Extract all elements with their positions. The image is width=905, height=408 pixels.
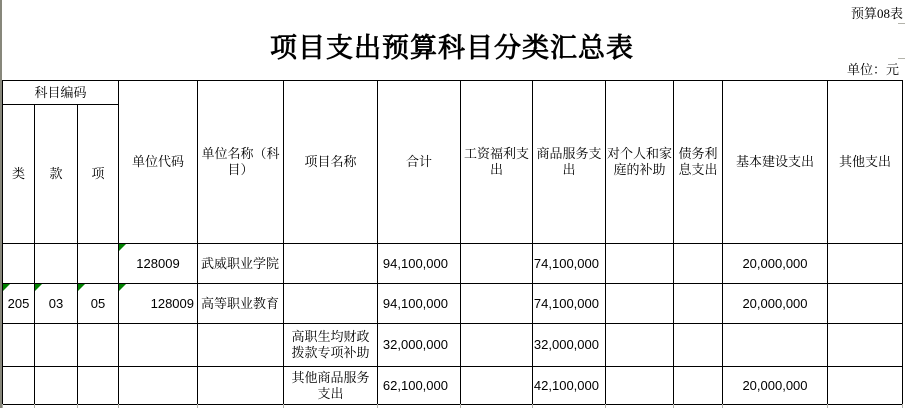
header-subject-code-group[interactable]: 科目编码: [3, 81, 119, 105]
cell-r3c10[interactable]: [606, 324, 674, 367]
gridline-stub-right: [898, 58, 905, 59]
cell-r2c3[interactable]: [78, 284, 119, 324]
cell-r4c9[interactable]: [533, 367, 606, 405]
cell-value: 其他商品服务支出: [291, 369, 370, 401]
header-total[interactable]: 合计: [378, 81, 461, 244]
cell-r4c10[interactable]: [606, 367, 674, 405]
unit-label: 单位：元: [846, 62, 899, 77]
cell-r2c9[interactable]: [533, 284, 606, 324]
gridline-stub-right: [898, 23, 905, 24]
cell-value: 20,000,000: [742, 255, 808, 271]
cell-value: 205: [7, 295, 30, 311]
sheet-number-label: 预算08表: [850, 6, 903, 21]
cell-r2c7[interactable]: [378, 284, 461, 324]
gridline-stub-bottom: [77, 404, 78, 408]
cell-value: 05: [90, 295, 106, 311]
cell-r2c8[interactable]: [461, 284, 533, 324]
header-debt-interest[interactable]: 债务利息支出: [674, 81, 723, 244]
header-project-name[interactable]: 项目名称: [284, 81, 378, 244]
cell-r1c11[interactable]: [674, 244, 723, 284]
cell-r3c11[interactable]: [674, 324, 723, 367]
cell-r4c3[interactable]: [78, 367, 119, 405]
cell-r4c11[interactable]: [674, 367, 723, 405]
header-salary-welfare[interactable]: 工资福利支出: [461, 81, 533, 244]
gridline-stub-bottom: [377, 404, 378, 408]
cell-r1c1[interactable]: [3, 244, 35, 284]
text-format-flag-icon: [119, 284, 126, 291]
cell-value: 20,000,000: [742, 295, 808, 311]
text-format-flag-icon: [119, 244, 126, 251]
gridline-stub-bottom: [673, 404, 674, 408]
cell-r2c12[interactable]: [723, 284, 828, 324]
cell-r4c6[interactable]: [284, 367, 378, 405]
cell-r3c12[interactable]: [723, 324, 828, 367]
cell-r2c13[interactable]: [828, 284, 903, 324]
header-capital-construction[interactable]: 基本建设支出: [723, 81, 828, 244]
cell-r2c10[interactable]: [606, 284, 674, 324]
gridline-stub-bottom: [722, 404, 723, 408]
gridline-stub-bottom: [902, 404, 903, 408]
cell-r3c2[interactable]: [35, 324, 78, 367]
header-goods-services[interactable]: 商品服务支出: [533, 81, 606, 244]
header-other-expense[interactable]: 其他支出: [828, 81, 903, 244]
cell-value: 74,100,000: [533, 255, 599, 271]
cell-r1c12[interactable]: [723, 244, 828, 284]
gridline-stub-bottom: [605, 404, 606, 408]
cell-r1c9[interactable]: [533, 244, 606, 284]
cell-value: 42,100,000: [533, 377, 599, 393]
text-format-flag-icon: [3, 284, 10, 291]
cell-r4c2[interactable]: [35, 367, 78, 405]
cell-r3c6[interactable]: [284, 324, 378, 367]
cell-value: 高等职业教育: [201, 295, 280, 311]
cell-r3c1[interactable]: [3, 324, 35, 367]
cell-r3c5[interactable]: [198, 324, 284, 367]
cell-value: 03: [48, 295, 64, 311]
text-format-flag-icon: [78, 284, 85, 291]
gridline-stub-bottom: [2, 404, 3, 408]
text-format-flag-icon: [35, 284, 42, 291]
cell-r4c12[interactable]: [723, 367, 828, 405]
gridline-stub-bottom: [118, 404, 119, 408]
cell-r3c4[interactable]: [119, 324, 198, 367]
gridline-stub-bottom: [34, 404, 35, 408]
cell-r1c4[interactable]: [119, 244, 198, 284]
header-personal-family-subsidy[interactable]: 对个人和家庭的补助: [606, 81, 674, 244]
cell-value: 20,000,000: [742, 377, 808, 393]
cell-r1c10[interactable]: [606, 244, 674, 284]
cell-r3c13[interactable]: [828, 324, 903, 367]
cell-r3c8[interactable]: [461, 324, 533, 367]
cell-r2c2[interactable]: [35, 284, 78, 324]
cell-r4c1[interactable]: [3, 367, 35, 405]
cell-r4c8[interactable]: [461, 367, 533, 405]
cell-value: 94,100,000: [382, 255, 448, 271]
cell-value: 高职生均财政拨款专项补助: [291, 329, 370, 360]
cell-value: 62,100,000: [382, 377, 448, 393]
header-clause[interactable]: 款: [35, 105, 78, 244]
cell-r3c7[interactable]: [378, 324, 461, 367]
gridline-stub-bottom: [532, 404, 533, 408]
cell-r2c4[interactable]: [119, 284, 198, 324]
header-category[interactable]: 类: [3, 105, 35, 244]
cell-r1c3[interactable]: [78, 244, 119, 284]
cell-r3c9[interactable]: [533, 324, 606, 367]
cell-r1c13[interactable]: [828, 244, 903, 284]
cell-value: 128009: [136, 255, 180, 271]
cell-r1c8[interactable]: [461, 244, 533, 284]
cell-r2c11[interactable]: [674, 284, 723, 324]
cell-r2c6[interactable]: [284, 284, 378, 324]
cell-r3c3[interactable]: [78, 324, 119, 367]
cell-r1c6[interactable]: [284, 244, 378, 284]
cell-r1c7[interactable]: [378, 244, 461, 284]
page-title: 项目支出预算科目分类汇总表: [270, 33, 634, 63]
gridline-stub-bottom: [283, 404, 284, 408]
cell-value: 32,000,000: [533, 337, 599, 353]
cell-value: 94,100,000: [382, 295, 448, 311]
gridline-stub-bottom: [827, 404, 828, 408]
cell-r1c2[interactable]: [35, 244, 78, 284]
cell-r4c4[interactable]: [119, 367, 198, 405]
header-unit-code[interactable]: 单位代码: [119, 81, 198, 244]
cell-r4c7[interactable]: [378, 367, 461, 405]
cell-r2c1[interactable]: [3, 284, 35, 324]
cell-value: 74,100,000: [533, 295, 599, 311]
gridline-stub-bottom: [460, 404, 461, 408]
cell-r4c5[interactable]: [198, 367, 284, 405]
cell-value: 32,000,000: [382, 337, 448, 353]
cell-value: 武威职业学院: [201, 255, 280, 271]
gridline-stub-bottom: [197, 404, 198, 408]
cell-r4c13[interactable]: [828, 367, 903, 405]
header-item[interactable]: 项: [78, 105, 119, 244]
cell-r1c5[interactable]: [198, 244, 284, 284]
cell-value: 128009: [150, 295, 194, 311]
budget-table: [2, 80, 903, 405]
cell-r2c5[interactable]: [198, 284, 284, 324]
header-unit-name[interactable]: 单位名称（科目）: [198, 81, 284, 244]
